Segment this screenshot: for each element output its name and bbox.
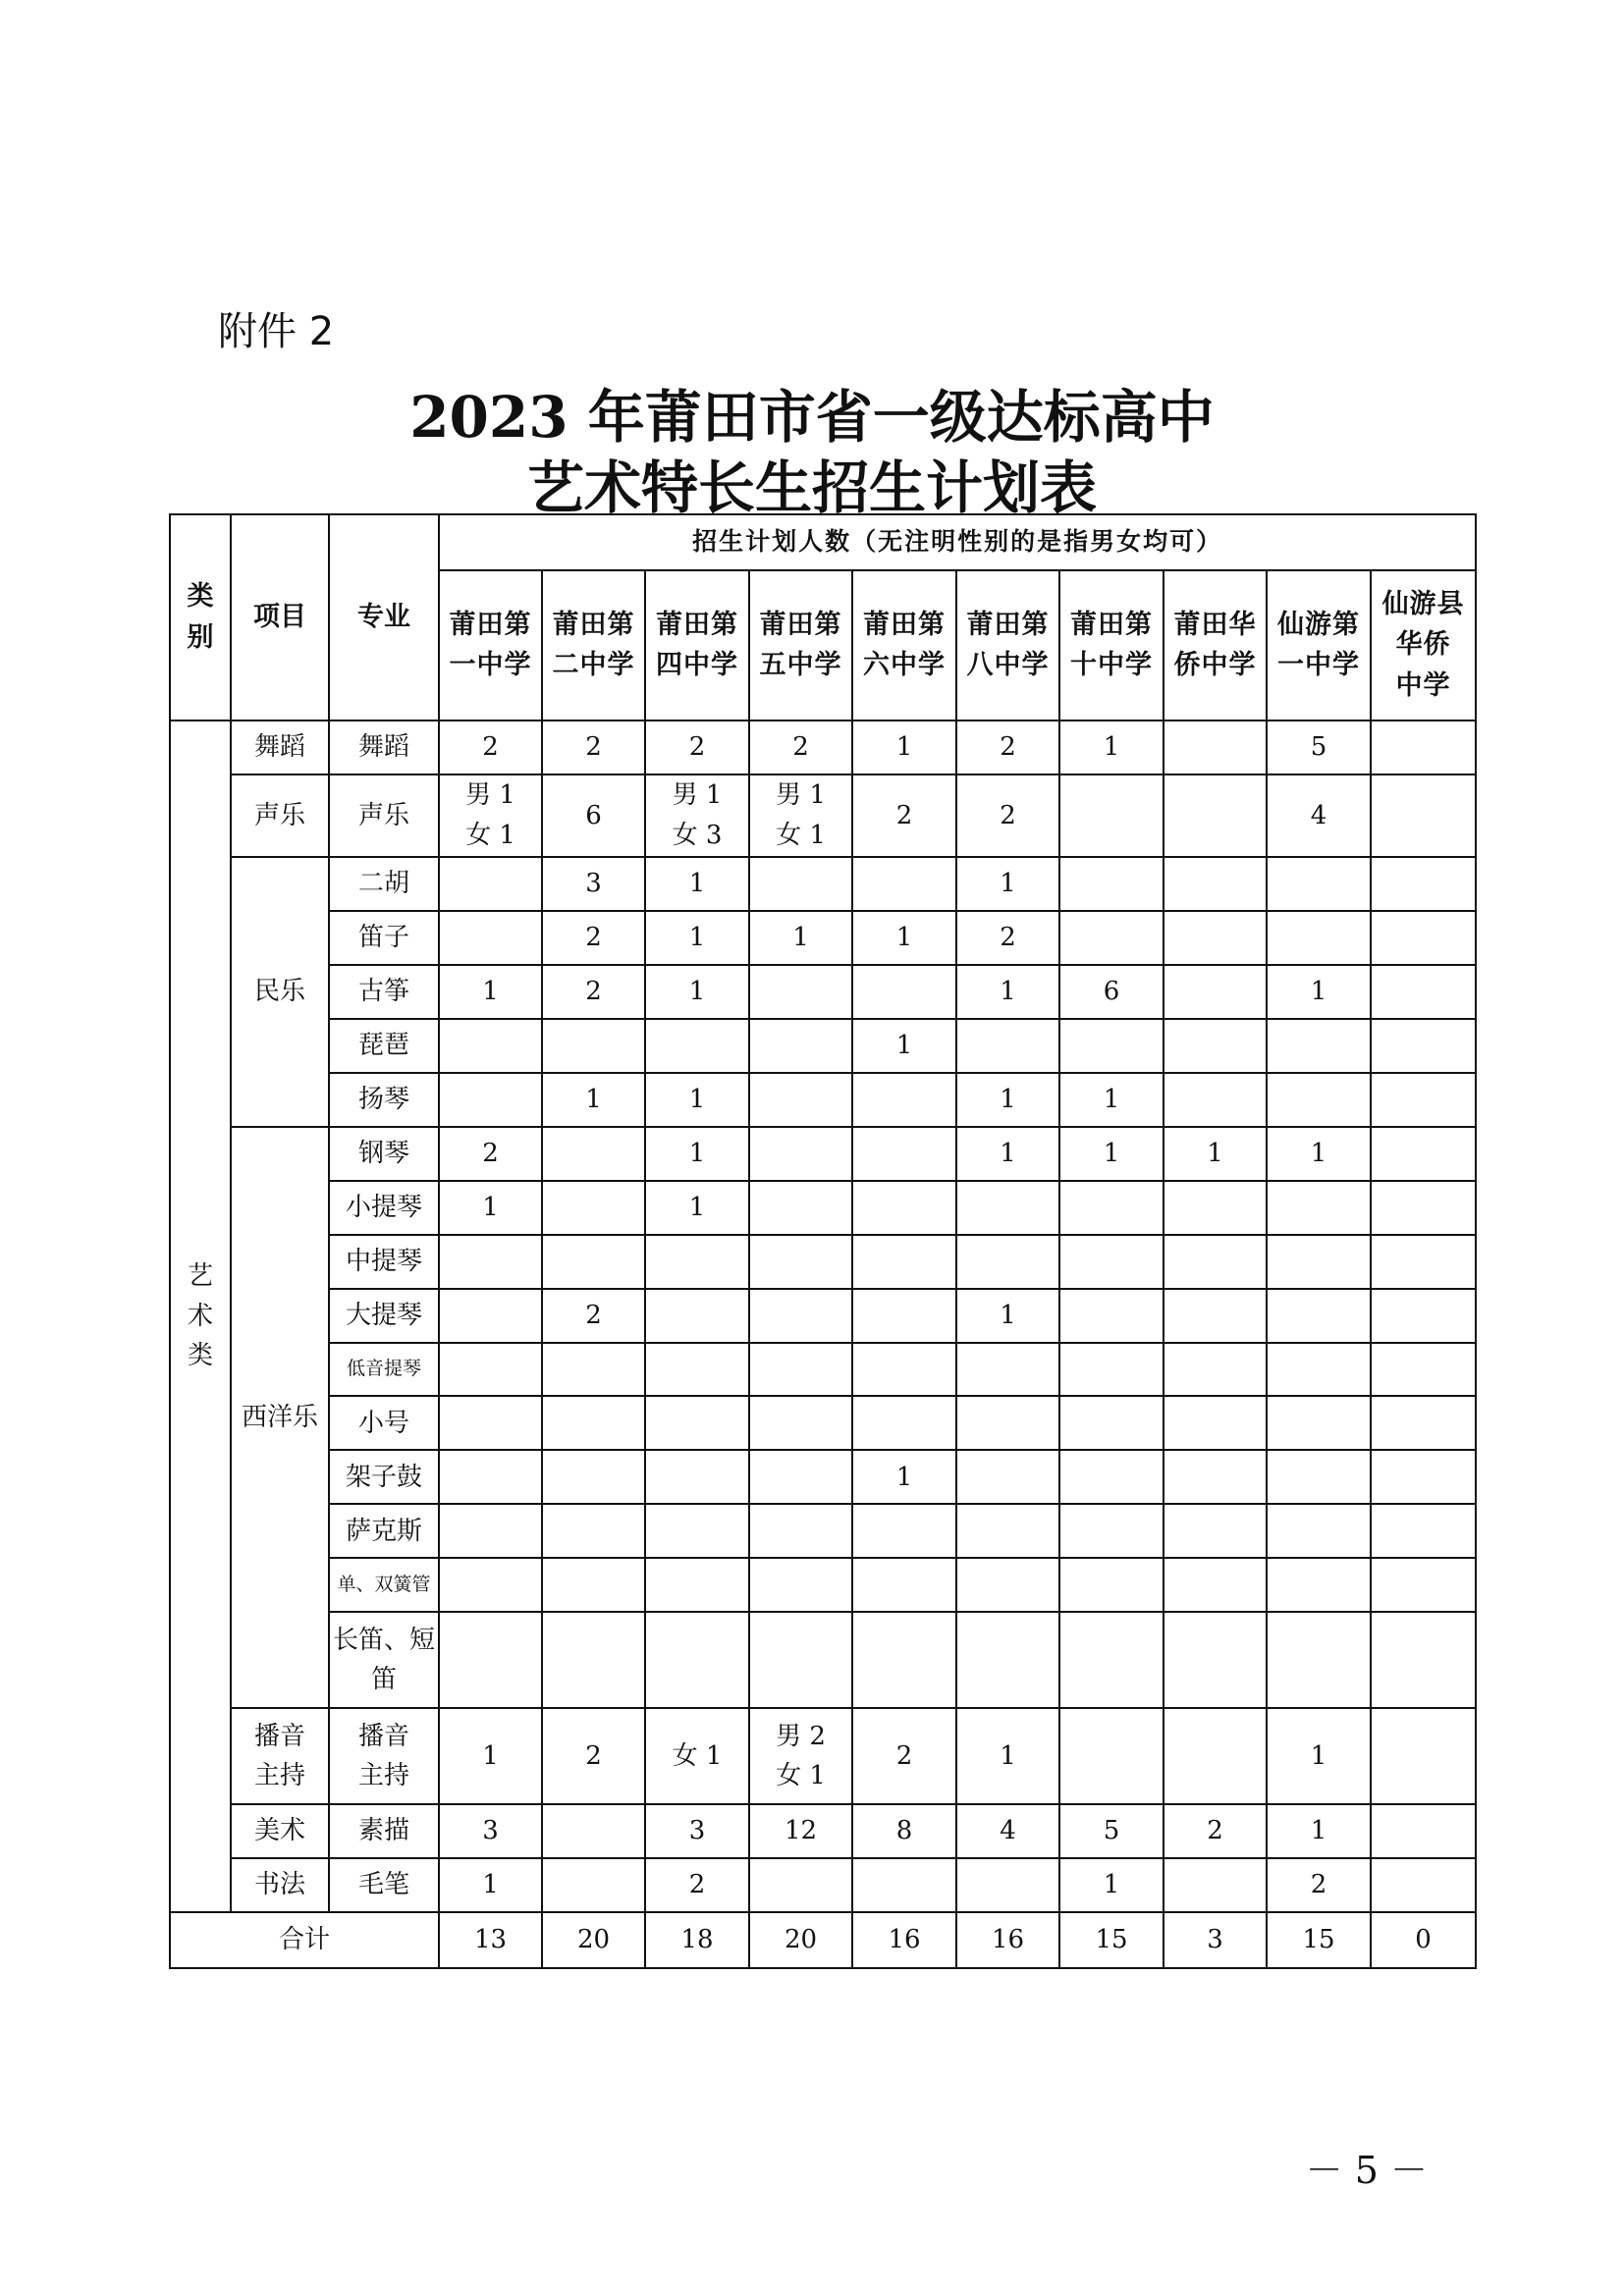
value-cell	[749, 1181, 852, 1235]
attachment-label: 附件 2	[218, 309, 335, 354]
value-cell	[1267, 1343, 1371, 1397]
value-cell	[542, 1343, 645, 1397]
value-cell: 2	[852, 1708, 956, 1804]
document-title-line2: 艺术特长生招生计划表	[526, 454, 1097, 521]
value-cell	[645, 1019, 749, 1073]
header-school: 莆田第 二中学	[542, 570, 645, 721]
value-cell	[1371, 1804, 1476, 1858]
value-cell	[1059, 1235, 1164, 1289]
value-cell	[852, 1858, 956, 1912]
value-cell: 1	[852, 1450, 956, 1504]
value-cell	[749, 1235, 852, 1289]
table-row	[170, 1504, 1476, 1558]
value-cell	[542, 1181, 645, 1235]
value-cell: 2	[749, 721, 852, 774]
value-cell	[1267, 1612, 1371, 1708]
value-cell	[1164, 1612, 1267, 1708]
value-cell: 1	[645, 1181, 749, 1235]
major-cell: 声乐	[329, 774, 439, 857]
value-cell: 1	[956, 965, 1059, 1019]
total-value: 20	[749, 1912, 852, 1968]
major-cell: 舞蹈	[329, 721, 439, 774]
value-cell: 2	[439, 1127, 542, 1181]
value-cell	[852, 1343, 956, 1397]
value-cell: 男 1 女 1	[749, 774, 852, 857]
value-cell	[1059, 1343, 1164, 1397]
major-cell: 萨克斯	[329, 1504, 439, 1558]
value-cell	[956, 1396, 1059, 1450]
value-cell: 3	[645, 1804, 749, 1858]
value-cell: 12	[749, 1804, 852, 1858]
item-cell: 声乐	[231, 774, 329, 857]
document-title-line1: 2023 年莆田市省一级达标高中	[409, 384, 1215, 451]
value-cell	[852, 1396, 956, 1450]
major-cell: 古筝	[329, 965, 439, 1019]
table-row	[170, 1073, 1476, 1127]
value-cell: 1	[439, 965, 542, 1019]
value-cell: 1	[956, 1708, 1059, 1804]
value-cell: 1	[1059, 721, 1164, 774]
value-cell	[1371, 774, 1476, 857]
header-school: 仙游第 一中学	[1267, 570, 1371, 721]
value-cell: 4	[956, 1804, 1059, 1858]
major-cell: 播音 主持	[329, 1708, 439, 1804]
major-cell: 小提琴	[329, 1181, 439, 1235]
header-school: 莆田华 侨中学	[1164, 570, 1267, 721]
value-cell	[542, 1804, 645, 1858]
value-cell	[1164, 1019, 1267, 1073]
header-school: 莆田第 四中学	[645, 570, 749, 721]
major-cell: 笛子	[329, 911, 439, 965]
table-row	[170, 1396, 1476, 1450]
value-cell: 1	[542, 1073, 645, 1127]
value-cell	[1164, 1858, 1267, 1912]
value-cell	[1164, 1181, 1267, 1235]
major-cell: 单、双簧管	[329, 1558, 439, 1612]
table-row	[170, 1235, 1476, 1289]
total-value: 0	[1371, 1912, 1476, 1968]
total-label: 合计	[170, 1912, 439, 1968]
major-cell: 二胡	[329, 857, 439, 911]
total-value: 16	[852, 1912, 956, 1968]
value-cell	[1371, 1708, 1476, 1804]
value-cell	[1059, 1289, 1164, 1343]
value-cell: 6	[542, 774, 645, 857]
total-value: 13	[439, 1912, 542, 1968]
value-cell	[852, 1504, 956, 1558]
value-cell	[439, 1073, 542, 1127]
value-cell: 5	[1059, 1804, 1164, 1858]
value-cell	[1059, 1396, 1164, 1450]
table-row	[170, 857, 1476, 911]
value-cell	[439, 857, 542, 911]
major-cell: 素描	[329, 1804, 439, 1858]
value-cell: 1	[1059, 1858, 1164, 1912]
major-cell: 毛笔	[329, 1858, 439, 1912]
value-cell: 1	[1267, 1804, 1371, 1858]
value-cell	[749, 1450, 852, 1504]
header-row	[170, 514, 1476, 570]
table-row	[170, 774, 1476, 857]
value-cell	[542, 1127, 645, 1181]
value-cell: 2	[542, 1708, 645, 1804]
value-cell: 1	[439, 1708, 542, 1804]
value-cell	[645, 1343, 749, 1397]
table-row	[170, 721, 1476, 774]
value-cell	[1164, 857, 1267, 911]
value-cell	[1371, 1558, 1476, 1612]
value-cell	[1164, 965, 1267, 1019]
value-cell	[1059, 1504, 1164, 1558]
value-cell	[542, 1858, 645, 1912]
value-cell	[1059, 1558, 1164, 1612]
value-cell: 3	[439, 1804, 542, 1858]
value-cell: 男 1 女 1	[439, 774, 542, 857]
value-cell: 1	[749, 911, 852, 965]
value-cell	[1059, 1612, 1164, 1708]
value-cell	[542, 1558, 645, 1612]
header-item: 项目	[231, 514, 329, 721]
total-value: 20	[542, 1912, 645, 1968]
value-cell	[1059, 911, 1164, 965]
value-cell	[439, 911, 542, 965]
value-cell	[749, 1396, 852, 1450]
value-cell	[1267, 857, 1371, 911]
value-cell: 8	[852, 1804, 956, 1858]
value-cell	[1164, 774, 1267, 857]
value-cell: 1	[956, 1127, 1059, 1181]
value-cell	[956, 1858, 1059, 1912]
value-cell	[1267, 1558, 1371, 1612]
value-cell	[1371, 1858, 1476, 1912]
value-cell: 1	[852, 1019, 956, 1073]
item-cell: 民乐	[231, 857, 329, 1127]
total-value: 15	[1059, 1912, 1164, 1968]
table-row	[170, 1127, 1476, 1181]
value-cell	[1371, 721, 1476, 774]
value-cell	[1371, 1504, 1476, 1558]
value-cell	[749, 1612, 852, 1708]
value-cell: 1	[956, 1289, 1059, 1343]
value-cell	[852, 857, 956, 911]
value-cell: 男 2 女 1	[749, 1708, 852, 1804]
value-cell	[1371, 1289, 1476, 1343]
value-cell	[749, 1343, 852, 1397]
value-cell: 2	[1164, 1804, 1267, 1858]
value-cell: 1	[645, 1073, 749, 1127]
value-cell	[1059, 1708, 1164, 1804]
value-cell	[1164, 721, 1267, 774]
value-cell	[1267, 1073, 1371, 1127]
value-cell	[645, 1450, 749, 1504]
value-cell	[1371, 1019, 1476, 1073]
value-cell	[1059, 1019, 1164, 1073]
value-cell	[542, 1504, 645, 1558]
major-cell: 长笛、短 笛	[329, 1612, 439, 1708]
header-school: 莆田第 五中学	[749, 570, 852, 721]
value-cell	[439, 1235, 542, 1289]
value-cell	[645, 1235, 749, 1289]
value-cell	[1371, 1181, 1476, 1235]
value-cell	[1267, 1235, 1371, 1289]
value-cell	[1164, 911, 1267, 965]
value-cell: 1	[1164, 1127, 1267, 1181]
table-row	[170, 911, 1476, 965]
category-cell: 艺 术 类	[170, 721, 231, 1912]
value-cell	[542, 1235, 645, 1289]
value-cell	[1371, 1396, 1476, 1450]
value-cell: 男 1 女 3	[645, 774, 749, 857]
major-cell: 扬琴	[329, 1073, 439, 1127]
major-cell: 大提琴	[329, 1289, 439, 1343]
value-cell	[956, 1181, 1059, 1235]
value-cell	[1059, 857, 1164, 911]
value-cell	[439, 1504, 542, 1558]
value-cell	[1267, 1181, 1371, 1235]
value-cell	[1164, 1073, 1267, 1127]
value-cell	[1164, 1450, 1267, 1504]
value-cell	[1059, 1450, 1164, 1504]
header-category: 类 别	[170, 514, 231, 721]
value-cell	[439, 1396, 542, 1450]
value-cell	[749, 1073, 852, 1127]
value-cell	[1164, 1504, 1267, 1558]
item-cell: 美术	[231, 1804, 329, 1858]
table-row	[170, 965, 1476, 1019]
value-cell: 5	[1267, 721, 1371, 774]
table-row	[170, 1708, 1476, 1804]
value-cell	[956, 1450, 1059, 1504]
value-cell	[956, 1019, 1059, 1073]
total-value: 3	[1164, 1912, 1267, 1968]
value-cell: 1	[852, 911, 956, 965]
value-cell	[439, 1343, 542, 1397]
value-cell	[645, 1289, 749, 1343]
value-cell: 4	[1267, 774, 1371, 857]
value-cell: 2	[956, 911, 1059, 965]
value-cell: 2	[645, 1858, 749, 1912]
item-cell: 播音 主持	[231, 1708, 329, 1804]
value-cell: 1	[439, 1858, 542, 1912]
total-value: 15	[1267, 1912, 1371, 1968]
table-row	[170, 1289, 1476, 1343]
value-cell	[852, 965, 956, 1019]
major-cell: 低音提琴	[329, 1343, 439, 1397]
page-number: － 5 －	[1305, 2149, 1428, 2192]
value-cell: 2	[852, 774, 956, 857]
value-cell	[1267, 1504, 1371, 1558]
value-cell	[852, 1073, 956, 1127]
value-cell: 1	[956, 857, 1059, 911]
major-cell: 小号	[329, 1396, 439, 1450]
value-cell: 1	[956, 1073, 1059, 1127]
item-cell: 西洋乐	[231, 1127, 329, 1708]
header-school: 仙游县 华侨 中学	[1371, 570, 1476, 721]
enrollment-plan-table	[169, 513, 1477, 1969]
value-cell	[749, 857, 852, 911]
value-cell	[1164, 1558, 1267, 1612]
item-cell: 舞蹈	[231, 721, 329, 774]
value-cell	[852, 1127, 956, 1181]
value-cell	[852, 1289, 956, 1343]
value-cell: 1	[439, 1181, 542, 1235]
value-cell	[749, 1558, 852, 1612]
value-cell	[439, 1019, 542, 1073]
value-cell: 6	[1059, 965, 1164, 1019]
value-cell	[542, 1612, 645, 1708]
value-cell	[852, 1558, 956, 1612]
header-school: 莆田第 六中学	[852, 570, 956, 721]
table-row	[170, 1181, 1476, 1235]
value-cell: 1	[645, 857, 749, 911]
value-cell	[1164, 1708, 1267, 1804]
value-cell	[852, 1235, 956, 1289]
value-cell	[1371, 911, 1476, 965]
header-school: 莆田第 十中学	[1059, 570, 1164, 721]
total-value: 18	[645, 1912, 749, 1968]
value-cell	[956, 1612, 1059, 1708]
major-cell: 钢琴	[329, 1127, 439, 1181]
value-cell	[1059, 1181, 1164, 1235]
value-cell	[542, 1450, 645, 1504]
value-cell	[1267, 911, 1371, 965]
value-cell	[645, 1612, 749, 1708]
value-cell: 2	[542, 721, 645, 774]
value-cell	[749, 1289, 852, 1343]
value-cell	[439, 1289, 542, 1343]
value-cell	[542, 1396, 645, 1450]
value-cell	[749, 965, 852, 1019]
value-cell	[1371, 1450, 1476, 1504]
header-plan-count: 招生计划人数（无注明性别的是指男女均可）	[439, 514, 1476, 570]
table-row	[170, 1804, 1476, 1858]
value-cell: 1	[645, 965, 749, 1019]
value-cell: 2	[542, 1289, 645, 1343]
major-cell: 架子鼓	[329, 1450, 439, 1504]
table-row	[170, 1343, 1476, 1397]
value-cell: 1	[852, 721, 956, 774]
value-cell	[645, 1504, 749, 1558]
value-cell	[1164, 1235, 1267, 1289]
value-cell	[956, 1235, 1059, 1289]
value-cell: 2	[542, 911, 645, 965]
item-cell: 书法	[231, 1858, 329, 1912]
value-cell: 2	[645, 721, 749, 774]
value-cell	[852, 1181, 956, 1235]
value-cell	[1371, 857, 1476, 911]
table-row	[170, 1858, 1476, 1912]
value-cell	[749, 1858, 852, 1912]
value-cell	[1371, 1612, 1476, 1708]
value-cell	[749, 1019, 852, 1073]
value-cell	[1164, 1396, 1267, 1450]
value-cell: 1	[645, 1127, 749, 1181]
value-cell: 1	[1059, 1073, 1164, 1127]
value-cell	[1371, 1343, 1476, 1397]
value-cell: 2	[439, 721, 542, 774]
table-row	[170, 1612, 1476, 1708]
value-cell: 女 1	[645, 1708, 749, 1804]
value-cell	[439, 1558, 542, 1612]
header-school: 莆田第 八中学	[956, 570, 1059, 721]
header-major: 专业	[329, 514, 439, 721]
value-cell	[852, 1612, 956, 1708]
value-cell	[1164, 1289, 1267, 1343]
value-cell: 2	[542, 965, 645, 1019]
value-cell	[1371, 965, 1476, 1019]
total-value: 16	[956, 1912, 1059, 1968]
table-row	[170, 1019, 1476, 1073]
table-row	[170, 1558, 1476, 1612]
value-cell: 1	[1059, 1127, 1164, 1181]
header-school: 莆田第 一中学	[439, 570, 542, 721]
value-cell	[1267, 1396, 1371, 1450]
value-cell	[1267, 1289, 1371, 1343]
value-cell	[645, 1396, 749, 1450]
value-cell	[1164, 1343, 1267, 1397]
value-cell	[749, 1127, 852, 1181]
value-cell: 1	[645, 911, 749, 965]
value-cell	[1371, 1127, 1476, 1181]
value-cell	[1371, 1073, 1476, 1127]
value-cell: 1	[1267, 965, 1371, 1019]
value-cell	[749, 1504, 852, 1558]
value-cell: 2	[956, 721, 1059, 774]
value-cell	[956, 1504, 1059, 1558]
value-cell: 1	[1267, 1127, 1371, 1181]
value-cell	[956, 1558, 1059, 1612]
value-cell	[1267, 1450, 1371, 1504]
major-cell: 琵琶	[329, 1019, 439, 1073]
value-cell: 1	[1267, 1708, 1371, 1804]
value-cell: 2	[956, 774, 1059, 857]
value-cell	[439, 1450, 542, 1504]
value-cell	[439, 1612, 542, 1708]
value-cell	[645, 1558, 749, 1612]
value-cell: 3	[542, 857, 645, 911]
value-cell	[1371, 1235, 1476, 1289]
value-cell	[956, 1343, 1059, 1397]
total-row	[170, 1912, 1476, 1968]
value-cell	[542, 1019, 645, 1073]
value-cell: 2	[1267, 1858, 1371, 1912]
value-cell	[1059, 774, 1164, 857]
table-row	[170, 1450, 1476, 1504]
value-cell	[1267, 1019, 1371, 1073]
major-cell: 中提琴	[329, 1235, 439, 1289]
